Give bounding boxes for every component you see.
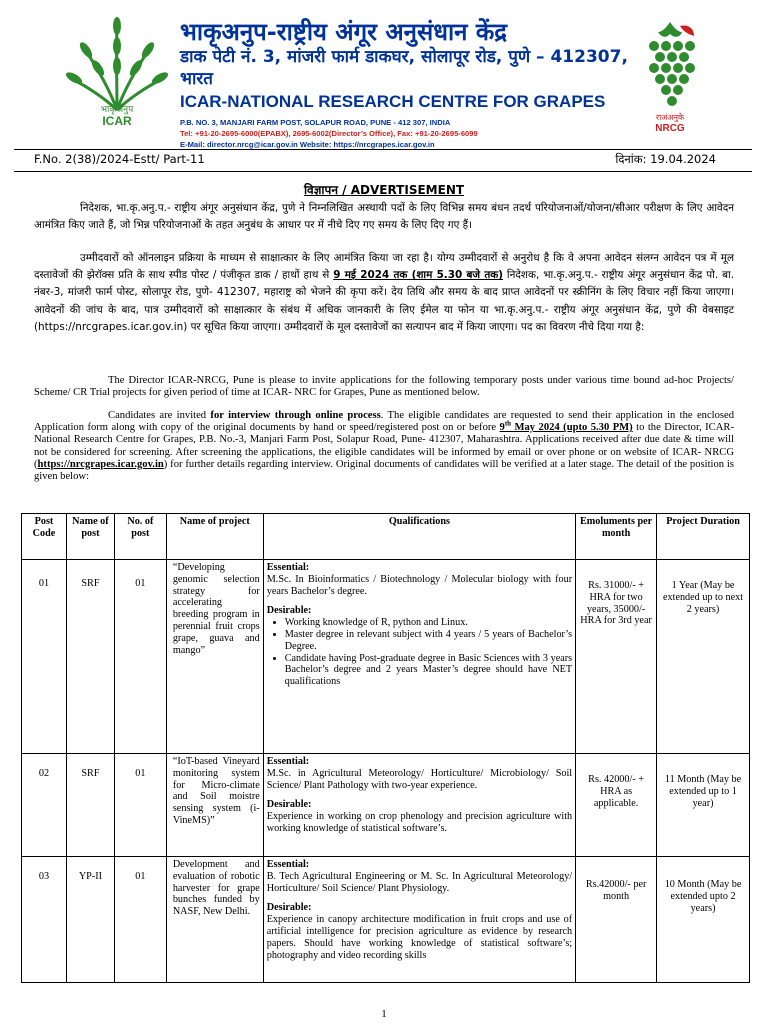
document-date: दिनांक: 19.04.2024 (615, 152, 716, 166)
header-emoluments: Emoluments per month (576, 514, 657, 560)
header-project-duration: Project Duration (657, 514, 750, 560)
institute-name-english: ICAR-NATIONAL RESEARCH CENTRE FOR GRAPES (180, 92, 606, 111)
english-interview-mode: for interview through online process (210, 410, 381, 421)
project-name: “IoT-based Vineyard monitoring system for Micro-climate and Soil moistre sensing system (i-VineMS)” (166, 754, 263, 857)
institute-phone: Tel: +91-20-2695-6000(EPABX), 2695-6002(Director’s Office), Fax: +91-20-2695-6099 (180, 129, 478, 138)
title-separator: / (338, 183, 351, 197)
emoluments: Rs. 42000/- + HRA as applicable. (576, 754, 657, 857)
letterhead-text (180, 18, 640, 150)
essential-label: Essential: (266, 859, 310, 870)
title-english: ADVERTISEMENT (350, 183, 465, 197)
file-number-divider (14, 171, 752, 172)
website-link[interactable]: https://nrcgrapes.icar.gov.in (37, 458, 164, 470)
desirable-label: Desirable: (266, 799, 312, 811)
essential-label: Essential: (266, 562, 310, 573)
table-header-row (22, 514, 750, 560)
table-row (22, 560, 750, 754)
english-instructions-part2: . The eligible candidates are requested to send their application in the enclosed Application form along with copy of the original documents by hand or speed/registered post on or before (34, 410, 735, 434)
icar-logo-caption-en: ICAR (102, 114, 132, 128)
advertisement-title (0, 181, 768, 198)
essential-text: B. Tech Agricultural Engineering or M. Sc. In Agricultural Meteorology/ Horticulture/ Soil Science/ Plant Physiology. (266, 870, 573, 894)
nrcg-logo (640, 18, 700, 136)
english-instructions-part3: to the Director, ICAR- National Research Centre for Grapes, P.B. No.-3, Manjari Farm Post, Solapur Road, Pune- 412307, Maharashtra. Applications received after due date & time will not be considered for screening. After screening the applications, the eligible candidates will be informed by email or over phone or on website of ICAR- NRCG ( (34, 422, 734, 470)
desirable-label: Desirable: (266, 902, 312, 914)
project-duration: 11 Month (May be extended up to 1 year) (657, 754, 750, 857)
header-divider (14, 149, 752, 150)
institute-address: P.B. NO. 3, MANJARI FARM POST, SOLAPUR ROAD, PUNE - 412 307, INDIA (180, 118, 451, 127)
post-name: SRF (66, 754, 114, 857)
essential-text: M.Sc. In Bioinformatics / Biotechnology / Molecular biology with four years Bachelor’s degree. (266, 573, 573, 597)
post-name: YP-II (66, 857, 114, 983)
english-deadline: 9th May 2024 (upto 5.30 PM) (499, 419, 633, 434)
english-instructions-part4: ) for further details regarding interview. Original documents of candidates will be verified at a later stage. The detail of the position is given below: (34, 458, 734, 483)
qualifications-cell (263, 857, 575, 983)
english-intro-paragraph: The Director ICAR-NRCG, Pune is please to invite applications for the following temporary posts under various time bound ad-hoc Projects/ Scheme/ CR Trial projects for given period of time at ICAR- NRC for Grapes, Pune as mentioned below. (34, 375, 734, 399)
header-no-of-post: No. of post (114, 514, 166, 560)
essential-label: Essential: (266, 756, 310, 767)
nrcg-logo-caption-en: NRCG (655, 123, 685, 134)
header-qualifications: Qualifications (263, 514, 575, 560)
qualifications-cell (263, 754, 575, 857)
essential-text: M.Sc. in Agricultural Meteorology/ Horticulture/ Microbiology/ Soil Science/ Plant Pathology with two-year experience. (266, 767, 573, 791)
post-code: 03 (22, 857, 67, 983)
post-code: 01 (22, 560, 67, 754)
title-hindi: विज्ञापन (303, 183, 338, 197)
qualifications-cell (263, 560, 575, 754)
header-name-of-project: Name of project (166, 514, 263, 560)
nrcg-logo-caption-hi: राअंअनुके (655, 113, 685, 122)
hindi-instructions-part2: निदेशक, भा.कृ.अनु.प.- राष्ट्रीय अंगूर अनुसंधान केंद्र पो. बा. नंबर-3, मांजरी फार्म पोस्ट, सोलापूर रोड, पुणे- 412307, महाराष्ट्र को भेजने की कृपा करें। देय तिथि और समय के बाद प्राप्त आवेदनों पर स्क्रीनिंग के लिए विचार नहीं किया जाएगा। आवेदनों की जांच के बाद, पात्र उम्मीदवारों को साक्षात्कार के संबंध में अधिक जानकारी के लिए ईमेल या फोन या भा.कृ.अनु.प.- राष्ट्रीय अंगूर अनुसंधान केंद्र, पुणे की वेबसाइट (https://nrcgrapes.icar.gov.in) पर सूचित किया जाएगा। उम्मीदवारों के मूल दस्तावेजों का सत्यापन बाद में किया जाएगा। पद का विवरण नीचे दिया गया है: (34, 269, 735, 333)
english-instructions-part1: Candidates are invited (108, 410, 211, 421)
institute-address-hindi: डाक पेटी नं. 3, मांजरी फार्म डाकघर, सोलापूर रोड, पुणे – 412307, भारत (180, 47, 628, 89)
list-item: • Master degree in relevant subject with 4 years / 5 years of Bachelor’s Degree. (285, 629, 572, 653)
grape-bunch-icon (640, 18, 700, 110)
institute-name-hindi: भाकृअनुप-राष्ट्रीय अंगूर अनुसंधान केंद्र (180, 18, 508, 46)
file-number: F.No. 2(38)/2024-Estt/ Part-11 (34, 152, 205, 166)
desirable-text: Experience in working on crop phenology and precision agriculture with working knowledge of statistical software’s. (266, 811, 573, 834)
post-count: 01 (114, 857, 166, 983)
icar-logo (64, 14, 170, 134)
list-item: • Working knowledge of R, python and Linux. (285, 617, 572, 629)
english-instructions-paragraph (34, 410, 734, 483)
letterhead (0, 0, 768, 150)
posts-table (21, 513, 750, 983)
table-row (22, 754, 750, 857)
hindi-instructions-paragraph (34, 250, 734, 336)
table-row (22, 857, 750, 983)
project-name: “Developing genomic selection strategy for accelerating breeding program in perennial fruit crops grape, guava and mango” (166, 560, 263, 754)
emoluments: Rs.42000/- per month (576, 857, 657, 983)
emoluments: Rs. 31000/- + HRA for two years, 35000/- HRA for 3rd year (576, 560, 657, 754)
hindi-intro-paragraph: निदेशक, भा.कृ.अनु.प.- राष्ट्रीय अंगूर अनुसंधान केंद्र, पुणे ने निम्नलिखित अस्थायी पदों के लिए विभिन्न समय बंधन तदर्थ परियोजनाओं/योजना/सीआर परीक्षण के लिए आवेदन आमंत्रित किए जाते हैं, जो भिन्न परियोजनाओं के तहत अनुबंध के आधार पर में नीचे दिए गए समय के लिए दिए गए हैं। (34, 202, 734, 232)
project-name: Development and evaluation of robotic harvester for grape bunches funded by NASF, New Delhi. (166, 857, 263, 983)
post-name: SRF (66, 560, 114, 754)
project-duration: 1 Year (May be extended up to next 2 years) (657, 560, 750, 754)
post-code: 02 (22, 754, 67, 857)
post-count: 01 (114, 754, 166, 857)
header-post-code: Post Code (22, 514, 67, 560)
institute-email-website: E-Mail: director.nrcg@icar.gov.in Website: https://nrcgrapes.icar.gov.in (180, 140, 435, 149)
header-name-of-post: Name of post (66, 514, 114, 560)
hindi-instructions-part1: उम्मीदवारों को ऑनलाइन प्रक्रिया के माध्यम से साक्षात्कार के लिए आमंत्रित किया जा रहा है। योग्य उम्मीदवारों से अनुरोध है कि वे अपना आवेदन संलग्न आवेदन पत्र में मूल दस्तावेजों की झेरॉक्स प्रति के साथ स्पीड पोस्ट / पंजीकृत डाक / हाथों हाथ से (34, 252, 734, 282)
desirable-text: Experience in canopy architecture modification in fruit crops and use of artificial intelligence for precision agriculture as evidence by research papers. Should have working knowledge of statistical software’s; photography and video recording skills (266, 914, 573, 961)
page-number: 1 (381, 1008, 387, 1020)
hindi-deadline: 9 मई 2024 तक (शाम 5.30 बजे तक) (333, 269, 503, 282)
desirable-list (285, 617, 572, 688)
post-count: 01 (114, 560, 166, 754)
icar-logo-caption-hi: भाकृअनुप (100, 105, 134, 115)
desirable-label: Desirable: (266, 605, 312, 617)
list-item: • Candidate having Post-graduate degree in Basic Sciences with 3 years Bachelor’s degree and 2 years Master’s degree should have NET qualifications (285, 653, 572, 688)
project-duration: 10 Month (May be extended upto 2 years) (657, 857, 750, 983)
